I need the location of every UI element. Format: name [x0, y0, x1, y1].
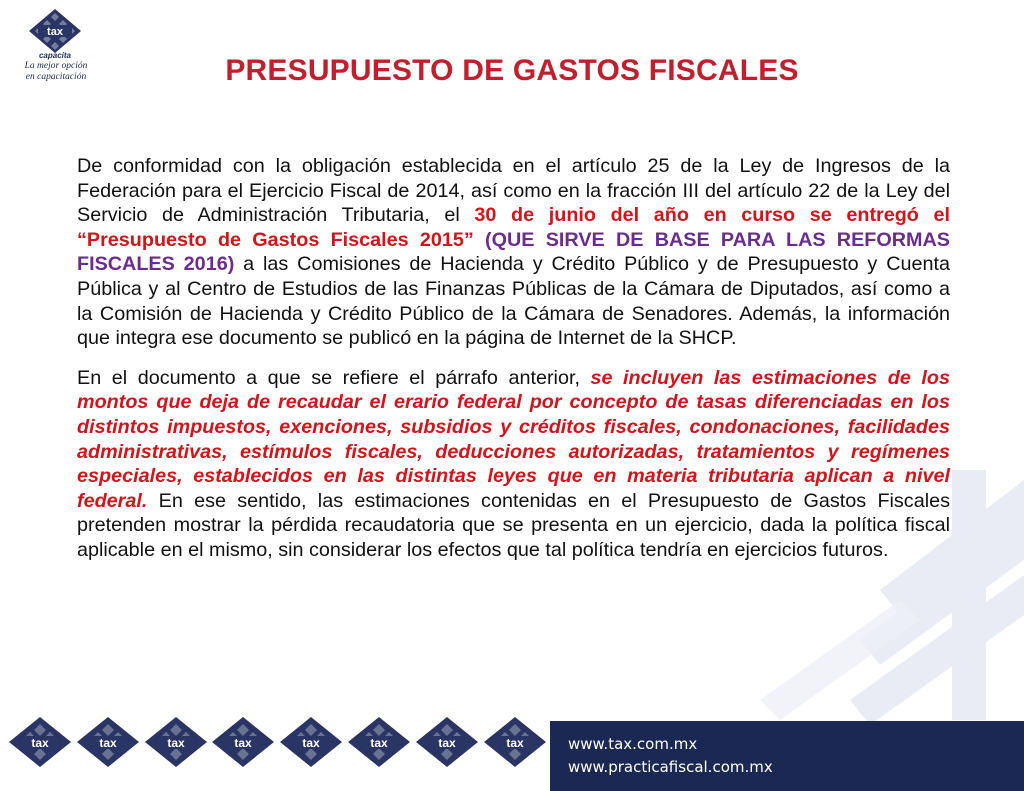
footer-tax-logo-text: tax	[166, 736, 185, 750]
paragraph-2-emphasis: se incluyen las estimaciones de los montos que deja de recaudar el erario federal por concepto de tasas diferenciadas en los distintos impuestos, exenciones, subsidios y créditos fiscales, condonaciones, facilidades administrativas, estímulos fiscales, deducciones autorizadas, tratamientos y regímenes especiales, establecidos en las distintas leyes que en materia tributaria aplican a nivel federal.	[77, 366, 951, 512]
footer-tax-logo-icon	[347, 716, 411, 768]
footer-tax-logo-text: tax	[302, 736, 320, 750]
footer-tax-logo-text: tax	[505, 736, 524, 750]
footer-tax-logo-icon	[279, 716, 343, 768]
tax-diamond-logo-icon	[28, 8, 82, 54]
footer-tax-logo-icon	[144, 716, 208, 768]
footer-tax-logo-icon	[211, 716, 275, 768]
paragraph-1	[77, 154, 950, 351]
paragraph-1-gap	[474, 229, 485, 251]
body-text	[77, 154, 950, 563]
footer-tax-logo-icon	[415, 716, 479, 768]
footer-tax-logo-icon	[76, 716, 140, 768]
logo-mark-text: tax	[47, 26, 63, 38]
footer-panel	[550, 721, 1024, 791]
paragraph-2	[77, 366, 950, 563]
footer-tax-logo-text: tax	[234, 736, 253, 750]
footer-url-tax[interactable]: www.tax.com.mx	[568, 735, 698, 753]
footer-tax-logo-text: tax	[370, 736, 388, 750]
footer-tax-logo-text: tax	[99, 736, 117, 750]
logo-tagline-line1: La mejor opción	[24, 61, 88, 71]
paragraph-1-intro: De conformidad con la obligación establecida en el artículo 25 de la Ley de Ingresos de la Federación para el Ejercicio Fiscal de 2014, así como en la fracción III del artículo 22 de la Ley del Servicio de Administración Tributaria, el	[77, 155, 950, 227]
logo-tagline-line2: en capacitación	[25, 72, 87, 82]
paragraph-1-highlight-red: 30 de junio del año en curso se entregó el “Presupuesto de Gastos Fiscales 2015”	[77, 204, 951, 251]
paragraph-2-intro: En el documento a que se refiere el párrafo anterior,	[77, 366, 591, 389]
paragraph-2-rest: En ese sentido, las estimaciones contenidas en el Presupuesto de Gastos Fiscales pretenden mostrar la pérdida recaudatoria que se presenta en un ejercicio, dada la política fiscal aplicable en el mismo, sin considerar los efectos que tal política tendría en ejercicios futuros.	[77, 489, 950, 561]
footer-tax-logo-icon	[483, 716, 547, 768]
footer-tax-logo-text: tax	[31, 736, 49, 750]
footer-tax-logo-icon	[8, 716, 72, 768]
page-title: PRESUPUESTO DE GASTOS FISCALES	[225, 54, 799, 87]
footer-tax-logo-text: tax	[438, 736, 456, 750]
paragraph-1-rest: a las Comisiones de Hacienda y Crédito Público y de Presupuesto y Cuenta Pública y al Centro de Estudios de las Finanzas Públicas de la Cámara de Diputados, así como a la Comisión de Hacienda y Crédito Público de la Cámara de Senadores. Además, la información que integra ese documento se publicó en la página de Internet de la SHCP.	[77, 253, 950, 350]
footer-logo-strip	[8, 716, 550, 768]
paragraph-1-highlight-purple: (QUE SIRVE DE BASE PARA LAS REFORMAS FISCALES 2016)	[77, 228, 950, 276]
logo-capacita-label: capacita	[38, 51, 72, 60]
footer-url-practicafiscal[interactable]: www.practicafiscal.com.mx	[568, 758, 773, 776]
